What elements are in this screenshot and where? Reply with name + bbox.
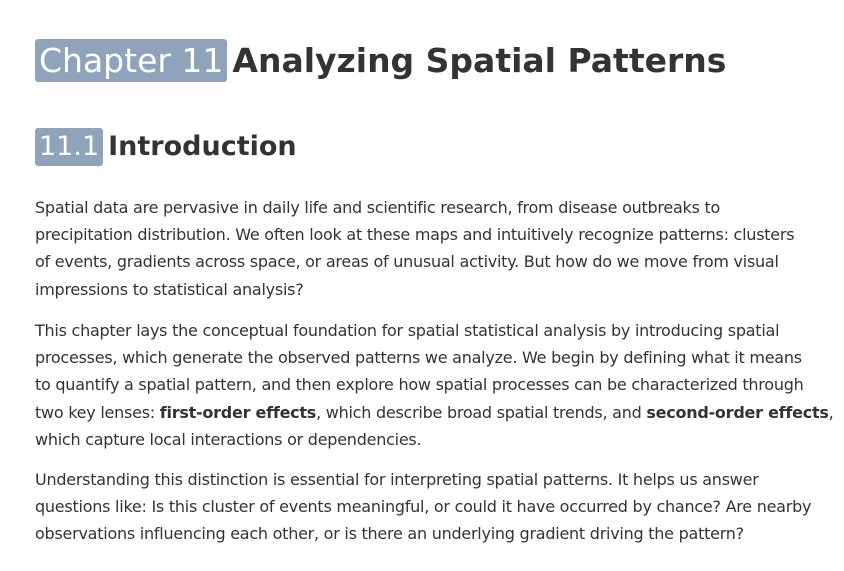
paragraph-line-mixed [35, 399, 834, 426]
paragraph-line: which capture local interactions or dependencies. [35, 429, 422, 449]
chapter-title: Analyzing Spatial Patterns [232, 41, 727, 80]
intro-paragraph-3 [35, 466, 812, 548]
text-run: two key lenses: [35, 402, 160, 422]
chapter-heading [35, 39, 726, 82]
paragraph-line: Understanding this distinction is essential for interpreting spatial patterns. It helps us answer [35, 470, 759, 489]
second-order-effects-term: second-order effects [646, 402, 829, 422]
section-number-badge: 11.1 [35, 128, 103, 166]
chapter-number-badge: Chapter 11 [35, 39, 227, 82]
paragraph-line: processes, which generate the observed patterns we analyze. We begin by defining what it means [35, 348, 802, 368]
paragraph-line: to quantify a spatial pattern, and then explore how spatial processes can be characterized through [35, 375, 804, 395]
paragraph-line: of events, gradients across space, or areas of unusual activity. But how do we move from visual [35, 252, 779, 272]
text-run: , [828, 402, 834, 422]
paragraph-line: Spatial data are pervasive in daily life and scientific research, from disease outbreaks to [35, 198, 721, 217]
paragraph-line: precipitation distribution. We often look at these maps and intuitively recognize patterns: clusters [35, 225, 795, 245]
text-run: , which describe broad spatial trends, and [316, 402, 647, 422]
paragraph-line: This chapter lays the conceptual foundation for spatial statistical analysis by introducing spatial [35, 321, 780, 340]
paragraph-line: questions like: Is this cluster of events meaningful, or could it have occurred by chance? Are nearby [35, 497, 812, 517]
section-heading [35, 128, 297, 166]
first-order-effects-term: first-order effects [159, 402, 317, 422]
paragraph-line: observations influencing each other, or is there an underlying gradient driving the pattern? [35, 524, 744, 544]
intro-paragraph-2 [35, 317, 834, 453]
intro-paragraph-1 [35, 194, 805, 303]
section-title: Introduction [108, 131, 297, 162]
paragraph-line: impressions to statistical analysis? [35, 279, 304, 299]
